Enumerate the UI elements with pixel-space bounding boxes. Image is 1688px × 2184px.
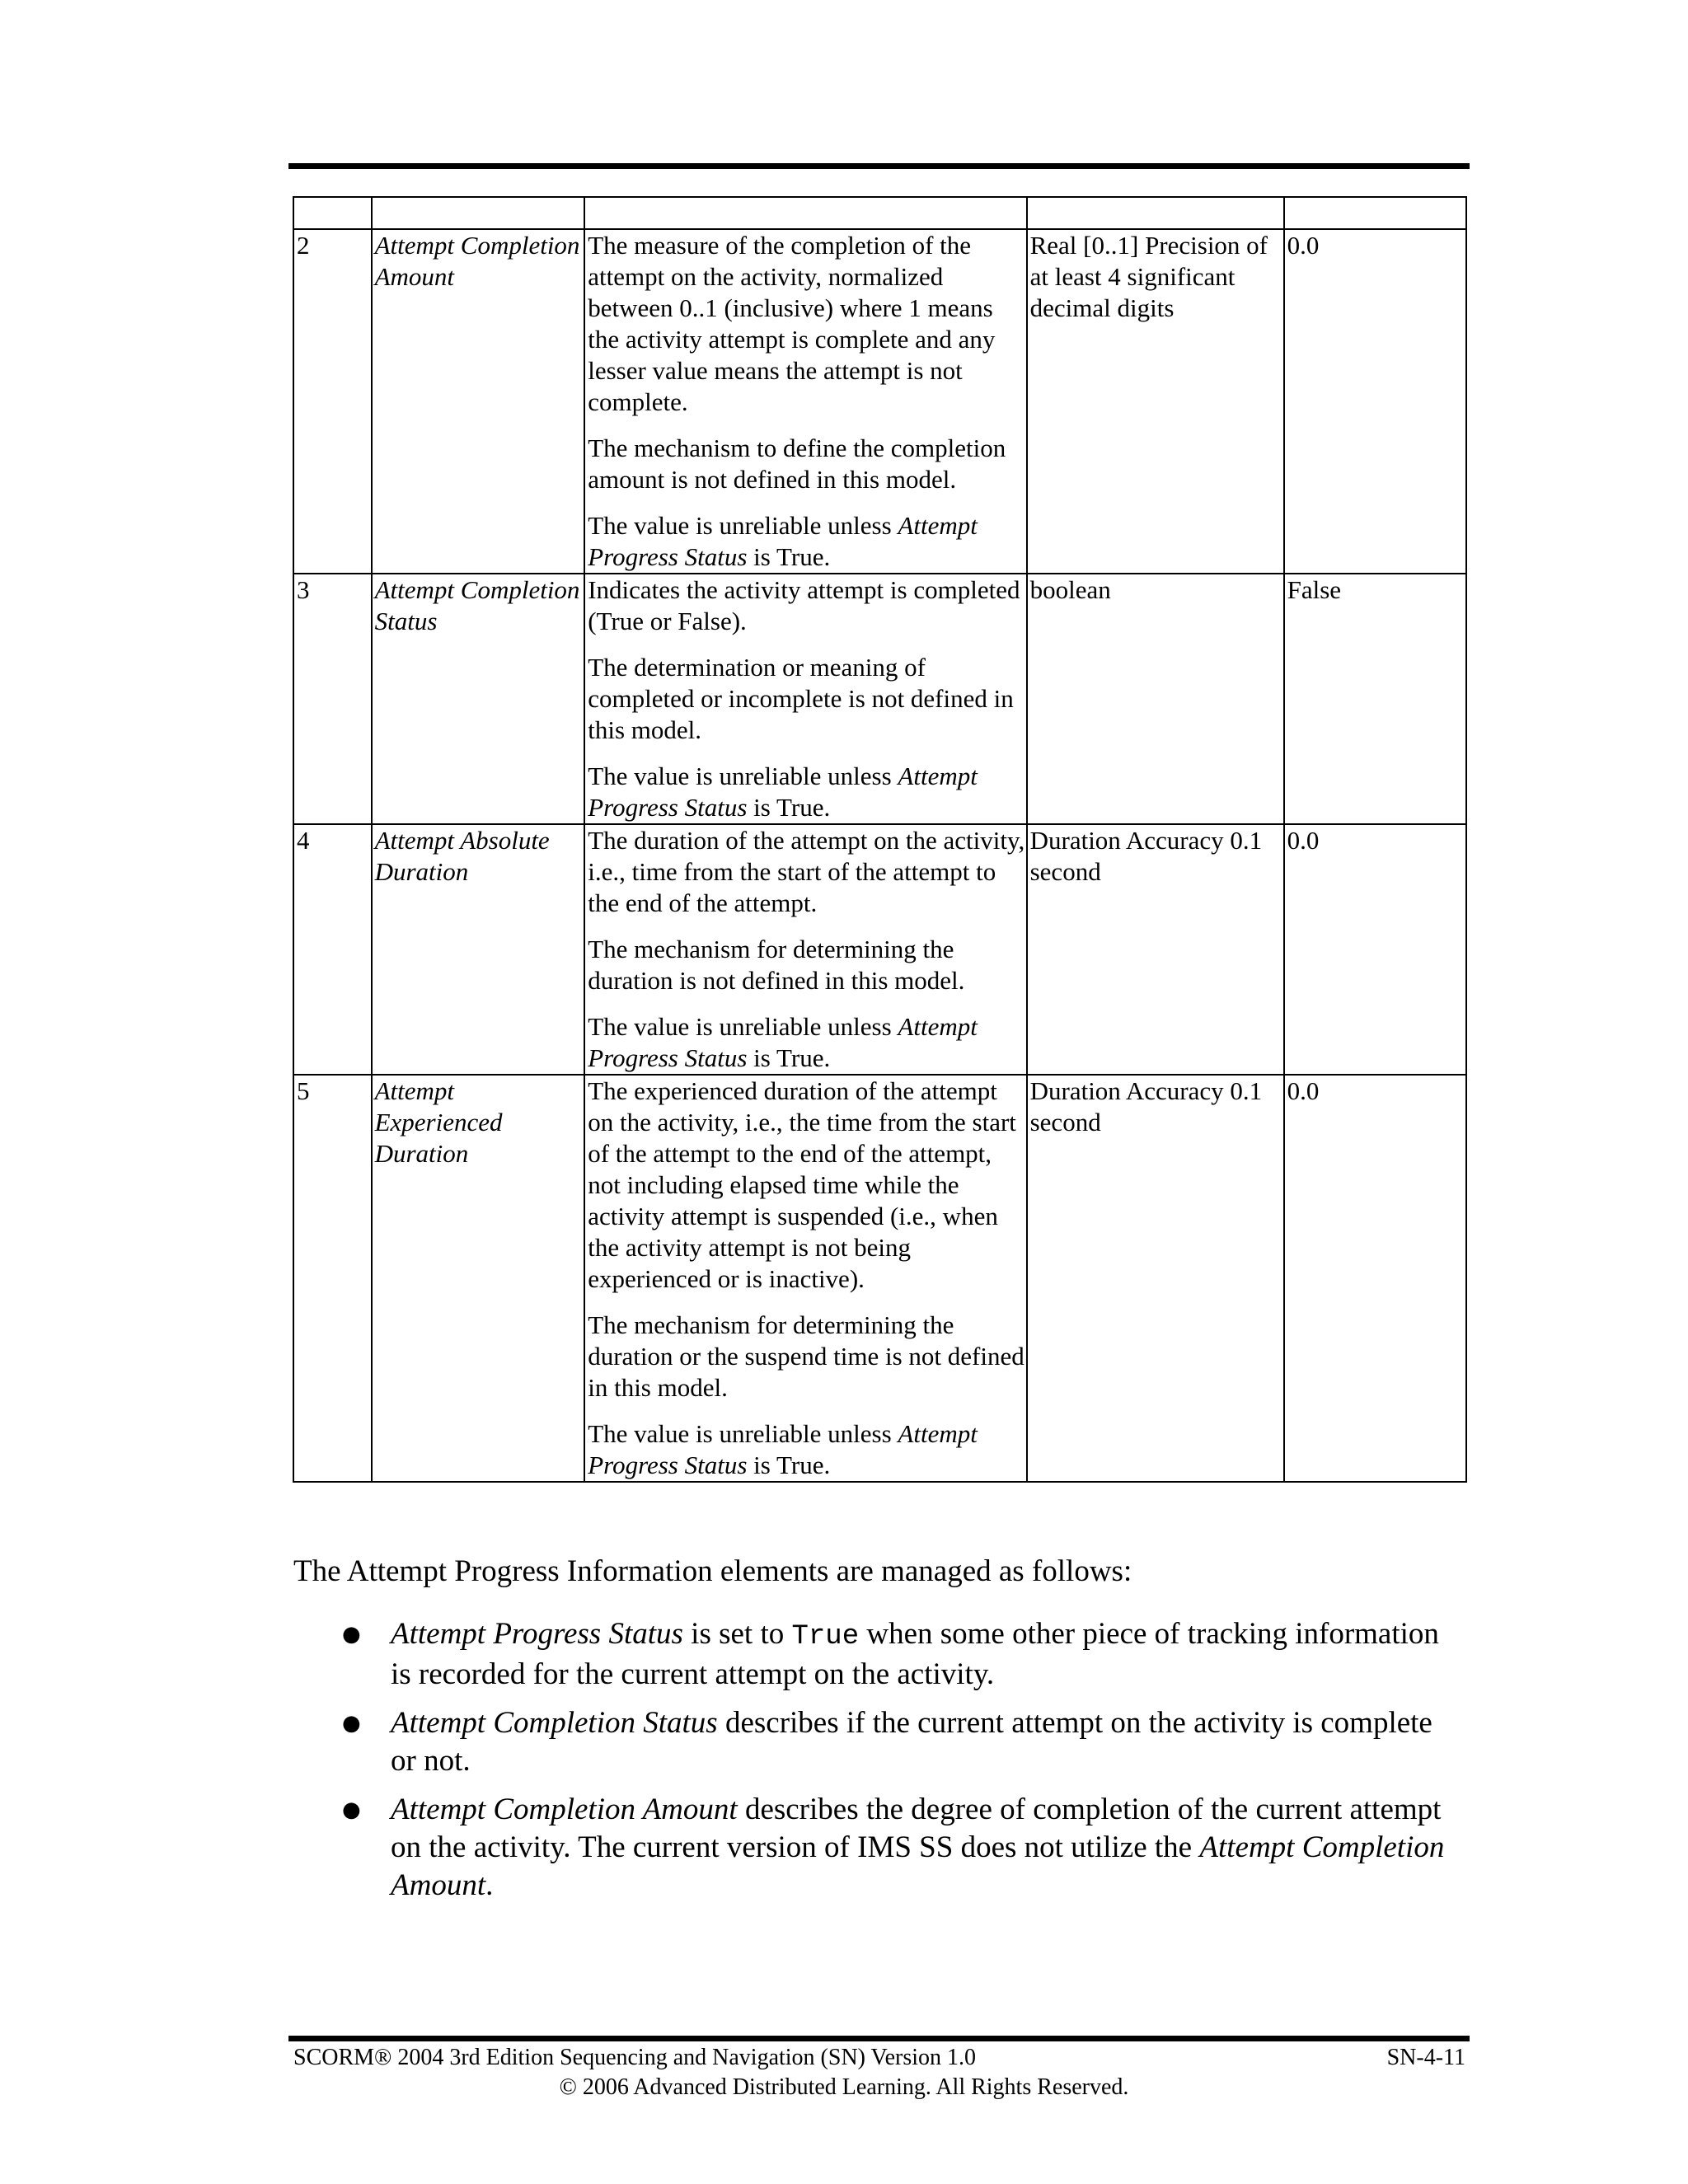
footer-copyright: © 2006 Advanced Distributed Learning. All Rights Reserved.	[559, 2074, 1129, 2100]
description-paragraph: The value is unreliable unless Attempt Progress Status is True.	[588, 762, 978, 822]
description-paragraph: The value is unreliable unless Attempt Progress Status is True.	[588, 1012, 978, 1072]
row-number: 5	[293, 1075, 372, 1482]
element-description	[584, 574, 1026, 824]
footer-document-title: SCORM® 2004 3rd Edition Sequencing and Navigation (SN) Version 1.0	[293, 2045, 977, 2070]
table-header-row	[293, 197, 1466, 229]
row-number: 3	[293, 574, 372, 824]
description-paragraph: The mechanism for determining the duration or the suspend time is not defined in this model.	[588, 1310, 1025, 1402]
description-paragraph: The mechanism to define the completion amount is not defined in this model.	[588, 434, 1006, 494]
element-default: 0.0	[1284, 229, 1466, 574]
row-number: 2	[293, 229, 372, 574]
description-paragraph: The mechanism for determining the duration is not defined in this model.	[588, 935, 965, 995]
description-paragraph: The determination or meaning of completed or incomplete is not defined in this model.	[588, 653, 1014, 744]
row-number: 4	[293, 824, 372, 1075]
list-item: ● Attempt Progress Status is set to True when some other piece of tracking information is recorded for the current attempt on the activity.	[342, 1617, 1439, 1691]
element-type: Duration Accuracy 0.1 second	[1027, 1075, 1284, 1482]
list-item: ● Attempt Completion Status describes if the current attempt on the activity is complete or not.	[342, 1706, 1432, 1778]
bullet-icon: ●	[342, 1797, 361, 1822]
header-cell	[1284, 197, 1466, 229]
bullet-icon: ●	[342, 1622, 361, 1647]
element-description	[584, 1075, 1026, 1482]
bullet-icon: ●	[342, 1711, 361, 1736]
description-paragraph: The value is unreliable unless Attempt Progress Status is True.	[588, 1419, 978, 1479]
management-bullet-list	[293, 1615, 1464, 1915]
footer-page-number: SN-4-11	[1386, 2045, 1465, 2070]
footer-rule	[288, 2036, 1470, 2041]
description-paragraph: The value is unreliable unless Attempt Progress Status is True.	[588, 511, 978, 571]
attempt-progress-table	[293, 196, 1467, 1483]
header-cell	[1027, 197, 1284, 229]
element-type: Real [0..1] Precision of at least 4 significant decimal digits	[1027, 229, 1284, 574]
element-name: Attempt Completion Amount	[372, 229, 585, 574]
element-name: Attempt Completion Status	[372, 574, 585, 824]
description-paragraph: The measure of the completion of the attempt on the activity, normalized between 0..1 (inclusive) where 1 means the activity attempt is complete and any lesser value means the attempt is not complete.	[588, 231, 996, 416]
header-cell	[293, 197, 372, 229]
element-default: False	[1284, 574, 1466, 824]
table-row	[293, 229, 1466, 574]
description-paragraph: Indicates the activity attempt is completed (True or False).	[588, 575, 1020, 635]
element-description	[584, 824, 1026, 1075]
element-name: Attempt Absolute Duration	[372, 824, 585, 1075]
element-description	[584, 229, 1026, 574]
element-type: Duration Accuracy 0.1 second	[1027, 824, 1284, 1075]
table-row	[293, 574, 1466, 824]
header-cell	[372, 197, 585, 229]
description-paragraph: The duration of the attempt on the activity, i.e., time from the start of the attempt to the end of the attempt.	[588, 826, 1025, 917]
list-item: ● Attempt Completion Amount describes the degree of completion of the current attempt on the activity. The current version of IMS SS does not utilize the Attempt Completion Amount.	[342, 1793, 1445, 1902]
table-row	[293, 1075, 1466, 1482]
element-default: 0.0	[1284, 824, 1466, 1075]
intro-paragraph: The Attempt Progress Information elements are managed as follows:	[293, 1554, 1132, 1588]
element-name: Attempt Experienced Duration	[372, 1075, 585, 1482]
header-cell	[584, 197, 1026, 229]
header-rule	[288, 163, 1470, 169]
code-literal: True	[791, 1621, 860, 1652]
element-default: 0.0	[1284, 1075, 1466, 1482]
element-type: boolean	[1027, 574, 1284, 824]
description-paragraph: The experienced duration of the attempt on the activity, i.e., the time from the start of the attempt to the end of the attempt, not including elapsed time while the activity attempt is suspended (i.e., when the activity attempt is not being experienced or is inactive).	[588, 1076, 1016, 1293]
table-row	[293, 824, 1466, 1075]
